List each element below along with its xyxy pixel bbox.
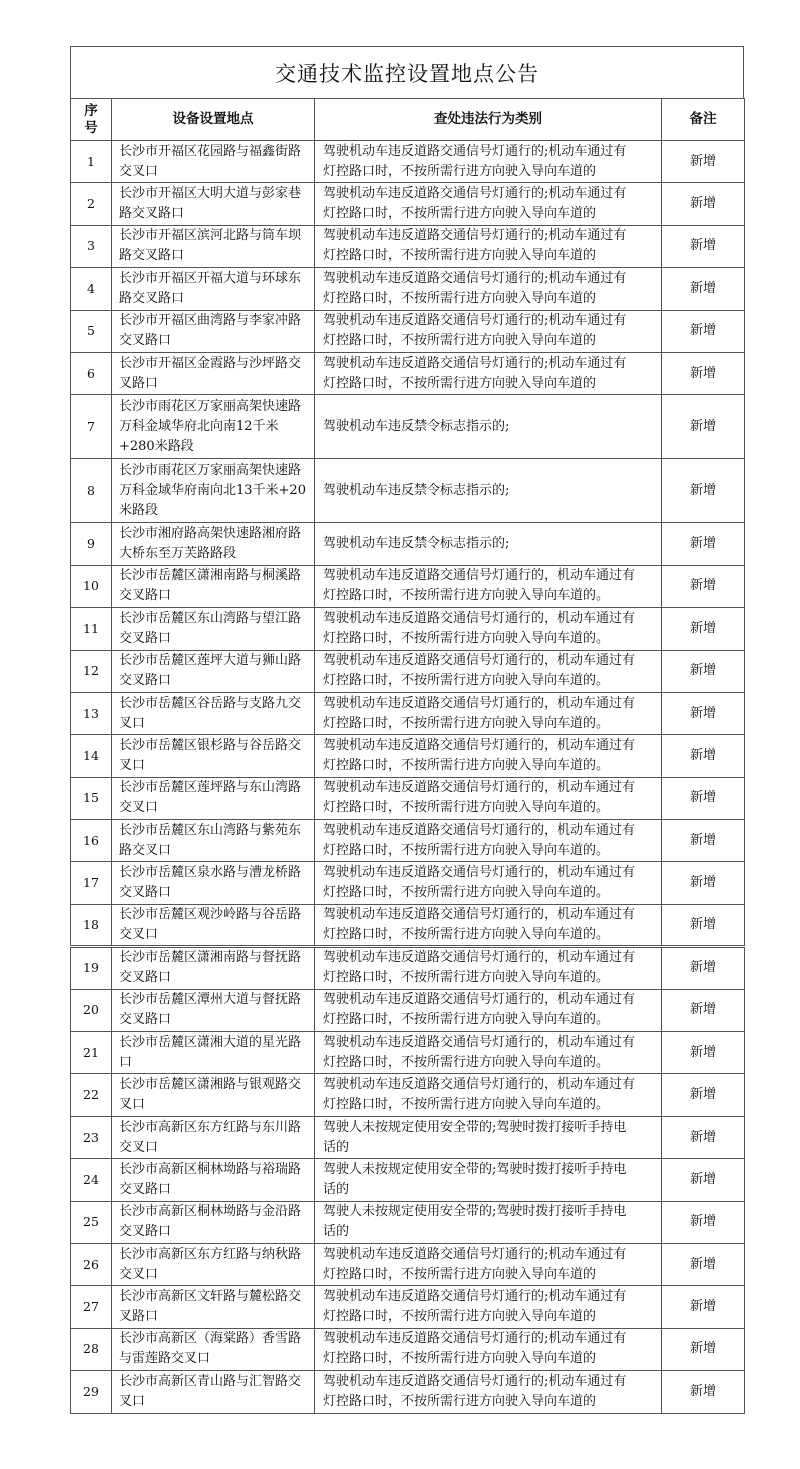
row-no: 16 <box>71 820 112 862</box>
table-row <box>71 862 745 904</box>
row-location: 长沙市岳麓区谷岳路与支路九交叉口 <box>112 692 315 734</box>
row-violation: 驾驶机动车违反道路交通信号灯通行的，机动车通过有 灯控路口时，不按所需行进方向驶入导向车道的。 <box>315 650 662 692</box>
row-location: 长沙市开福区大明大道与彭家巷路交叉路口 <box>112 183 315 225</box>
row-note: 新增 <box>662 395 745 459</box>
row-violation: 驾驶机动车违反禁令标志指示的; <box>315 523 662 565</box>
row-location: 长沙市开福区花园路与福鑫街路交叉口 <box>112 141 315 183</box>
row-location: 长沙市岳麓区潇湘路与银观路交叉口 <box>112 1074 315 1116</box>
row-no: 23 <box>71 1116 112 1158</box>
row-violation: 驾驶机动车违反道路交通信号灯通行的，机动车通过有 灯控路口时，不按所需行进方向驶入导向车道的。 <box>315 565 662 607</box>
table-row <box>71 1328 745 1370</box>
row-no: 5 <box>71 310 112 352</box>
table-row <box>71 1371 745 1413</box>
row-violation: 驾驶机动车违反道路交通信号灯通行的;机动车通过有 灯控路口时，不按所需行进方向驶入导向车道的 <box>315 1243 662 1285</box>
row-no: 3 <box>71 225 112 267</box>
row-violation: 驾驶机动车违反禁令标志指示的; <box>315 395 662 459</box>
document-title: 交通技术监控设置地点公告 <box>70 46 744 98</box>
row-note: 新增 <box>662 183 745 225</box>
table-header-row <box>71 99 745 141</box>
row-violation: 驾驶机动车违反道路交通信号灯通行的，机动车通过有 灯控路口时，不按所需行进方向驶入导向车道的。 <box>315 947 662 989</box>
row-note: 新增 <box>662 820 745 862</box>
row-location: 长沙市岳麓区观沙岭路与谷岳路交叉口 <box>112 904 315 946</box>
row-note: 新增 <box>662 735 745 777</box>
row-violation: 驾驶机动车违反道路交通信号灯通行的;机动车通过有 灯控路口时，不按所需行进方向驶入导向车道的 <box>315 183 662 225</box>
table-row <box>71 904 745 946</box>
row-violation: 驾驶机动车违反禁令标志指示的; <box>315 459 662 523</box>
row-no: 1 <box>71 141 112 183</box>
row-violation: 驾驶机动车违反道路交通信号灯通行的;机动车通过有 灯控路口时，不按所需行进方向驶入导向车道的 <box>315 1371 662 1413</box>
table-row <box>71 268 745 310</box>
row-no: 17 <box>71 862 112 904</box>
row-note: 新增 <box>662 862 745 904</box>
row-violation: 驾驶机动车违反道路交通信号灯通行的;机动车通过有 灯控路口时，不按所需行进方向驶入导向车道的 <box>315 310 662 352</box>
row-violation: 驾驶机动车违反道路交通信号灯通行的，机动车通过有 灯控路口时，不按所需行进方向驶入导向车道的。 <box>315 904 662 946</box>
row-violation: 驾驶机动车违反道路交通信号灯通行的，机动车通过有 灯控路口时，不按所需行进方向驶入导向车道的。 <box>315 1032 662 1074</box>
table-row <box>71 989 745 1031</box>
row-no: 22 <box>71 1074 112 1116</box>
row-no: 12 <box>71 650 112 692</box>
row-violation: 驾驶机动车违反道路交通信号灯通行的;机动车通过有 灯控路口时，不按所需行进方向驶入导向车道的 <box>315 352 662 394</box>
table-row <box>71 735 745 777</box>
row-violation: 驾驶机动车违反道路交通信号灯通行的;机动车通过有 灯控路口时，不按所需行进方向驶入导向车道的 <box>315 141 662 183</box>
row-note: 新增 <box>662 777 745 819</box>
row-note: 新增 <box>662 1371 745 1413</box>
row-location: 长沙市岳麓区潭州大道与督抚路交叉路口 <box>112 989 315 1031</box>
row-no: 7 <box>71 395 112 459</box>
row-violation: 驾驶人未按规定使用安全带的;驾驶时拨打接听手持电 话的 <box>315 1159 662 1201</box>
row-note: 新增 <box>662 459 745 523</box>
row-location: 长沙市岳麓区潇湘大道的星光路口 <box>112 1032 315 1074</box>
row-location: 长沙市开福区金霞路与沙坪路交叉路口 <box>112 352 315 394</box>
row-location: 长沙市岳麓区潇湘南路与桐溪路交叉路口 <box>112 565 315 607</box>
table-row <box>71 1074 745 1116</box>
row-note: 新增 <box>662 1286 745 1328</box>
row-note: 新增 <box>662 268 745 310</box>
row-violation: 驾驶机动车违反道路交通信号灯通行的;机动车通过有 灯控路口时，不按所需行进方向驶入导向车道的 <box>315 268 662 310</box>
row-no: 6 <box>71 352 112 394</box>
row-location: 长沙市雨花区万家丽高架快速路万科金域华府南向北13千米+20米路段 <box>112 459 315 523</box>
row-location: 长沙市岳麓区东山湾路与望江路交叉路口 <box>112 608 315 650</box>
notice-document <box>70 46 744 1414</box>
table-row <box>71 608 745 650</box>
row-location: 长沙市岳麓区潇湘南路与督抚路交叉路口 <box>112 947 315 989</box>
row-note: 新增 <box>662 141 745 183</box>
row-note: 新增 <box>662 608 745 650</box>
row-location: 长沙市雨花区万家丽高架快速路万科金域华府北向南12千米+280米路段 <box>112 395 315 459</box>
row-no: 21 <box>71 1032 112 1074</box>
header-note: 备注 <box>662 99 745 141</box>
row-location: 长沙市高新区东方红路与纳秋路交叉口 <box>112 1243 315 1285</box>
row-no: 11 <box>71 608 112 650</box>
row-violation: 驾驶机动车违反道路交通信号灯通行的;机动车通过有 灯控路口时，不按所需行进方向驶入导向车道的 <box>315 1328 662 1370</box>
row-location: 长沙市湘府路高架快速路湘府路大桥东至万芙路路段 <box>112 523 315 565</box>
table-row <box>71 820 745 862</box>
row-note: 新增 <box>662 1074 745 1116</box>
row-note: 新增 <box>662 310 745 352</box>
row-note: 新增 <box>662 565 745 607</box>
row-no: 24 <box>71 1159 112 1201</box>
row-no: 27 <box>71 1286 112 1328</box>
row-violation: 驾驶人未按规定使用安全带的;驾驶时拨打接听手持电 话的 <box>315 1201 662 1243</box>
table-row <box>71 777 745 819</box>
table-row <box>71 650 745 692</box>
row-note: 新增 <box>662 1201 745 1243</box>
table-row <box>71 459 745 523</box>
row-no: 29 <box>71 1371 112 1413</box>
row-no: 26 <box>71 1243 112 1285</box>
row-note: 新增 <box>662 650 745 692</box>
row-note: 新增 <box>662 1032 745 1074</box>
row-violation: 驾驶机动车违反道路交通信号灯通行的，机动车通过有 灯控路口时，不按所需行进方向驶入导向车道的。 <box>315 820 662 862</box>
row-note: 新增 <box>662 225 745 267</box>
table-row <box>71 225 745 267</box>
row-violation: 驾驶机动车违反道路交通信号灯通行的，机动车通过有 灯控路口时，不按所需行进方向驶入导向车道的。 <box>315 989 662 1031</box>
table-row <box>71 692 745 734</box>
table-row <box>71 1032 745 1074</box>
header-violation: 查处违法行为类别 <box>315 99 662 141</box>
row-note: 新增 <box>662 692 745 734</box>
row-location: 长沙市开福区滨河北路与筒车坝路交叉路口 <box>112 225 315 267</box>
row-no: 13 <box>71 692 112 734</box>
row-note: 新增 <box>662 1159 745 1201</box>
row-location: 长沙市岳麓区银杉路与谷岳路交叉口 <box>112 735 315 777</box>
table-row <box>71 1243 745 1285</box>
table-row <box>71 1286 745 1328</box>
row-no: 4 <box>71 268 112 310</box>
table-row <box>71 352 745 394</box>
row-location: 长沙市岳麓区莲坪大道与狮山路交叉路口 <box>112 650 315 692</box>
table-row <box>71 141 745 183</box>
row-note: 新增 <box>662 352 745 394</box>
row-violation: 驾驶机动车违反道路交通信号灯通行的，机动车通过有 灯控路口时，不按所需行进方向驶入导向车道的。 <box>315 735 662 777</box>
row-no: 14 <box>71 735 112 777</box>
row-no: 9 <box>71 523 112 565</box>
table-row <box>71 523 745 565</box>
locations-table <box>70 98 745 1414</box>
row-location: 长沙市高新区东方红路与东川路交叉口 <box>112 1116 315 1158</box>
header-no: 序号 <box>71 99 112 141</box>
row-location: 长沙市岳麓区东山湾路与紫苑东路交叉口 <box>112 820 315 862</box>
row-no: 25 <box>71 1201 112 1243</box>
table-row <box>71 1201 745 1243</box>
row-no: 19 <box>71 947 112 989</box>
row-location: 长沙市高新区桐林坳路与裕瑞路交叉路口 <box>112 1159 315 1201</box>
row-violation: 驾驶机动车违反道路交通信号灯通行的;机动车通过有 灯控路口时，不按所需行进方向驶入导向车道的 <box>315 225 662 267</box>
row-violation: 驾驶机动车违反道路交通信号灯通行的，机动车通过有 灯控路口时，不按所需行进方向驶入导向车道的。 <box>315 862 662 904</box>
row-note: 新增 <box>662 1243 745 1285</box>
row-note: 新增 <box>662 523 745 565</box>
table-row <box>71 310 745 352</box>
table-row <box>71 395 745 459</box>
row-location: 长沙市高新区（海棠路）香雪路与雷莲路交叉口 <box>112 1328 315 1370</box>
row-location: 长沙市高新区桐林坳路与金沿路交叉路口 <box>112 1201 315 1243</box>
row-violation: 驾驶机动车违反道路交通信号灯通行的，机动车通过有 灯控路口时，不按所需行进方向驶入导向车道的。 <box>315 692 662 734</box>
row-location: 长沙市开福区开福大道与环球东路交叉路口 <box>112 268 315 310</box>
row-no: 10 <box>71 565 112 607</box>
table-row <box>71 1159 745 1201</box>
row-no: 2 <box>71 183 112 225</box>
row-no: 20 <box>71 989 112 1031</box>
row-location: 长沙市高新区青山路与汇智路交叉口 <box>112 1371 315 1413</box>
row-location: 长沙市岳麓区泉水路与漕龙桥路交叉路口 <box>112 862 315 904</box>
row-location: 长沙市高新区文轩路与麓松路交叉路口 <box>112 1286 315 1328</box>
table-row <box>71 565 745 607</box>
row-violation: 驾驶机动车违反道路交通信号灯通行的，机动车通过有 灯控路口时，不按所需行进方向驶入导向车道的。 <box>315 777 662 819</box>
header-location: 设备设置地点 <box>112 99 315 141</box>
row-violation: 驾驶机动车违反道路交通信号灯通行的，机动车通过有 灯控路口时，不按所需行进方向驶入导向车道的。 <box>315 608 662 650</box>
table-row <box>71 947 745 989</box>
row-note: 新增 <box>662 1116 745 1158</box>
row-violation: 驾驶机动车违反道路交通信号灯通行的;机动车通过有 灯控路口时，不按所需行进方向驶入导向车道的 <box>315 1286 662 1328</box>
row-violation: 驾驶人未按规定使用安全带的;驾驶时拨打接听手持电 话的 <box>315 1116 662 1158</box>
row-note: 新增 <box>662 1328 745 1370</box>
row-note: 新增 <box>662 904 745 946</box>
table-row <box>71 183 745 225</box>
row-no: 28 <box>71 1328 112 1370</box>
row-location: 长沙市岳麓区莲坪路与东山湾路交叉口 <box>112 777 315 819</box>
row-no: 18 <box>71 904 112 946</box>
row-note: 新增 <box>662 989 745 1031</box>
row-note: 新增 <box>662 947 745 989</box>
row-no: 15 <box>71 777 112 819</box>
row-violation: 驾驶机动车违反道路交通信号灯通行的，机动车通过有 灯控路口时，不按所需行进方向驶入导向车道的。 <box>315 1074 662 1116</box>
row-no: 8 <box>71 459 112 523</box>
table-row <box>71 1116 745 1158</box>
table-body <box>71 141 745 1414</box>
row-location: 长沙市开福区曲湾路与李家冲路交叉路口 <box>112 310 315 352</box>
